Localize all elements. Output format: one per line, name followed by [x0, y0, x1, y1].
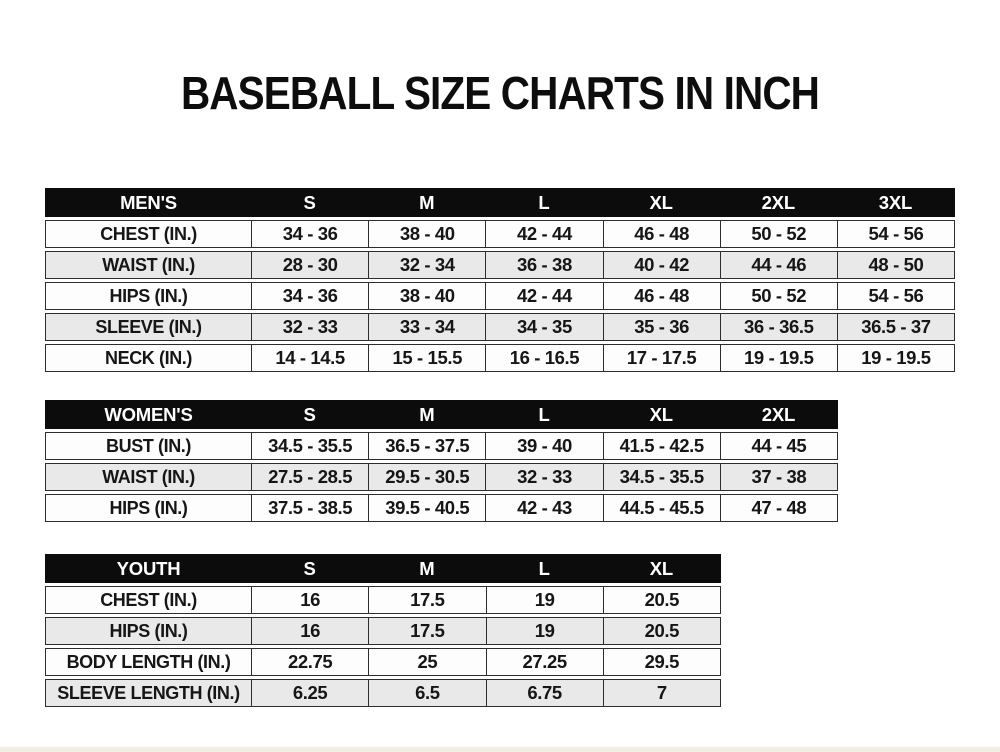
size-value-cell: 17.5 [368, 587, 485, 613]
column-header: L [538, 403, 550, 425]
column-header: L [538, 191, 550, 213]
row-label: BODY LENGTH (IN.) [66, 651, 231, 672]
column-header: M [419, 191, 435, 213]
row-label: WAIST (IN.) [102, 466, 195, 487]
size-value-cell: 38 - 40 [368, 221, 485, 247]
size-value-cell: 7 [603, 680, 720, 706]
table-row [45, 586, 721, 614]
size-value-cell: 37.5 - 38.5 [251, 495, 368, 521]
column-header: 3XL [878, 191, 913, 213]
size-value-cell: 40 - 42 [603, 252, 720, 278]
size-value-cell: 32 - 34 [368, 252, 485, 278]
size-value-cell: 14 - 14.5 [251, 345, 368, 371]
column-header: M [419, 403, 435, 425]
column-header: M [419, 557, 435, 579]
size-value-cell: 50 - 52 [720, 221, 837, 247]
size-table-womens [45, 400, 838, 522]
size-value-cell: 36.5 - 37 [837, 314, 954, 340]
table-row [45, 494, 838, 522]
size-value-cell: 20.5 [603, 587, 720, 613]
row-label: HIPS (IN.) [109, 285, 188, 306]
size-value-cell: 32 - 33 [251, 314, 368, 340]
size-value-cell: 6.5 [368, 680, 485, 706]
size-value-cell: 15 - 15.5 [368, 345, 485, 371]
column-header: S [303, 557, 316, 579]
row-label: HIPS (IN.) [109, 497, 188, 518]
size-value-cell: 36 - 38 [485, 252, 602, 278]
table-header-row [45, 554, 721, 583]
size-value-cell: 29.5 - 30.5 [368, 464, 485, 490]
row-label: CHEST (IN.) [100, 223, 197, 244]
size-value-cell: 34 - 35 [485, 314, 602, 340]
size-value-cell: 22.75 [251, 649, 368, 675]
size-value-cell: 6.75 [486, 680, 603, 706]
table-header-row [45, 188, 955, 217]
size-value-cell: 44 - 45 [720, 433, 837, 459]
table-row [45, 282, 955, 310]
row-label: NECK (IN.) [105, 347, 192, 368]
row-label: SLEEVE (IN.) [95, 316, 202, 337]
table-title-cell: WOMEN'S [104, 403, 193, 425]
table-row [45, 344, 955, 372]
size-value-cell: 34.5 - 35.5 [251, 433, 368, 459]
page-title: BASEBALL SIZE CHARTS IN INCH [180, 67, 820, 119]
size-value-cell: 44 - 46 [720, 252, 837, 278]
size-value-cell: 38 - 40 [368, 283, 485, 309]
table-header-row [45, 400, 838, 429]
column-header: XL [649, 403, 673, 425]
size-value-cell: 42 - 44 [485, 283, 602, 309]
size-table-mens [45, 188, 955, 372]
size-value-cell: 27.25 [486, 649, 603, 675]
column-header: XL [649, 557, 673, 579]
table-row [45, 251, 955, 279]
column-header: XL [649, 191, 673, 213]
size-value-cell: 32 - 33 [485, 464, 602, 490]
size-value-cell: 54 - 56 [837, 283, 954, 309]
column-header: S [303, 403, 316, 425]
size-value-cell: 46 - 48 [603, 221, 720, 247]
size-value-cell: 17.5 [368, 618, 485, 644]
size-value-cell: 17 - 17.5 [603, 345, 720, 371]
size-value-cell: 29.5 [603, 649, 720, 675]
size-value-cell: 47 - 48 [720, 495, 837, 521]
size-value-cell: 6.25 [251, 680, 368, 706]
row-label: SLEEVE LENGTH (IN.) [57, 682, 240, 703]
size-value-cell: 44.5 - 45.5 [603, 495, 720, 521]
size-value-cell: 46 - 48 [603, 283, 720, 309]
size-value-cell: 39 - 40 [485, 433, 602, 459]
size-value-cell: 41.5 - 42.5 [603, 433, 720, 459]
size-value-cell: 36 - 36.5 [720, 314, 837, 340]
size-value-cell: 16 [251, 587, 368, 613]
row-label: CHEST (IN.) [100, 589, 197, 610]
size-value-cell: 27.5 - 28.5 [251, 464, 368, 490]
row-label: HIPS (IN.) [109, 620, 188, 641]
size-value-cell: 34.5 - 35.5 [603, 464, 720, 490]
column-header: 2XL [761, 191, 795, 213]
table-row [45, 679, 721, 707]
size-value-cell: 28 - 30 [251, 252, 368, 278]
table-row [45, 220, 955, 248]
size-value-cell: 35 - 36 [603, 314, 720, 340]
size-value-cell: 25 [368, 649, 485, 675]
size-table-youth [45, 554, 721, 707]
table-title-cell: MEN'S [120, 191, 177, 213]
size-value-cell: 36.5 - 37.5 [368, 433, 485, 459]
column-header: S [303, 191, 316, 213]
row-label: BUST (IN.) [106, 435, 191, 456]
size-value-cell: 34 - 36 [251, 221, 368, 247]
row-label: WAIST (IN.) [102, 254, 195, 275]
size-value-cell: 34 - 36 [251, 283, 368, 309]
column-header: L [538, 557, 550, 579]
size-value-cell: 19 - 19.5 [720, 345, 837, 371]
size-value-cell: 19 [486, 618, 603, 644]
table-title-cell: YOUTH [116, 557, 181, 579]
size-value-cell: 42 - 44 [485, 221, 602, 247]
table-row [45, 463, 838, 491]
size-value-cell: 16 [251, 618, 368, 644]
size-value-cell: 19 [486, 587, 603, 613]
size-value-cell: 48 - 50 [837, 252, 954, 278]
size-value-cell: 39.5 - 40.5 [368, 495, 485, 521]
column-header: 2XL [761, 403, 796, 425]
size-value-cell: 37 - 38 [720, 464, 837, 490]
table-row [45, 617, 721, 645]
size-value-cell: 33 - 34 [368, 314, 485, 340]
size-value-cell: 42 - 43 [485, 495, 602, 521]
size-value-cell: 16 - 16.5 [485, 345, 602, 371]
table-row [45, 313, 955, 341]
size-value-cell: 20.5 [603, 618, 720, 644]
table-row [45, 648, 721, 676]
table-row [45, 432, 838, 460]
size-value-cell: 54 - 56 [837, 221, 954, 247]
size-value-cell: 19 - 19.5 [837, 345, 954, 371]
size-value-cell: 50 - 52 [720, 283, 837, 309]
bottom-edge-artifact [0, 747, 1000, 752]
